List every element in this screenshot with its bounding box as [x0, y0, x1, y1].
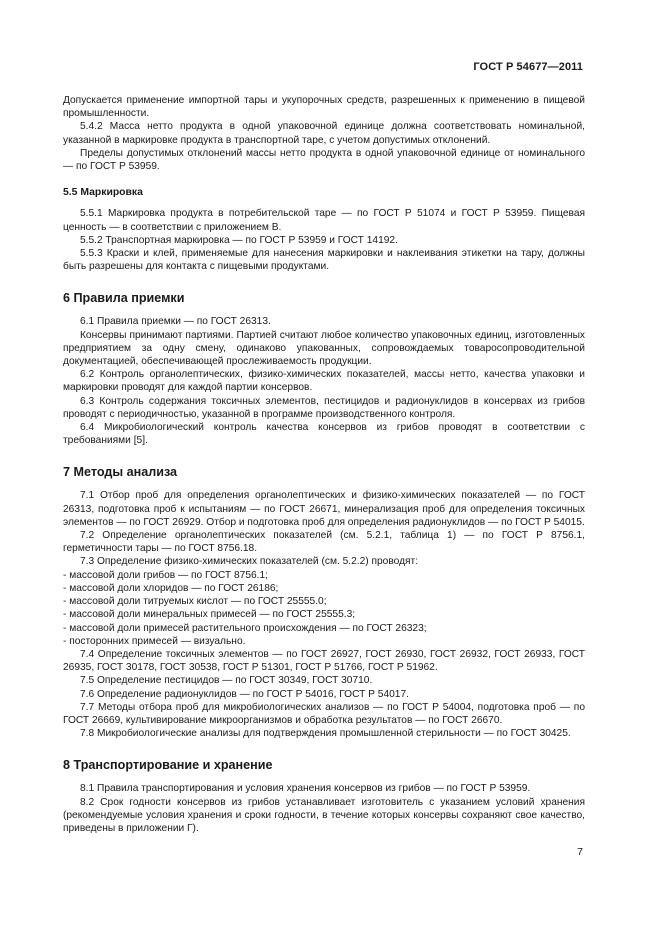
subsection-heading: 5.5 Маркировка [63, 187, 143, 199]
paragraph: - массовой доли примесей растительного происхождения — по ГОСТ 26323; [63, 622, 427, 634]
paragraph: 8.1 Правила транспортирования и условия хранения консервов из грибов — по ГОСТ Р 53959. [80, 783, 531, 795]
paragraph: 7.2 Определение органолептических показателей (см. 5.2.1, таблица 1) — по ГОСТ Р 8756.1, герметичности тары — по ГОСТ 8756.18. [63, 530, 585, 555]
paragraph: Пределы допустимых отклонений массы нетто продукта в одной упаковочной единице от номинального — по ГОСТ Р 53959. [63, 147, 585, 173]
paragraph: 7.3 Определение физико-химических показателей (см. 5.2.2) проводят: [80, 556, 419, 568]
paragraph: Допускается применение импортной тары и укупорочных средств, разрешенных к применению в пищевой промышленности. [63, 95, 585, 120]
paragraph: 7.6 Определение радионуклидов — по ГОСТ Р 54016, ГОСТ Р 54017. [80, 688, 409, 700]
paragraph: 7.4 Определение токсичных элементов — по ГОСТ 26927, ГОСТ 26930, ГОСТ 26932, ГОСТ 26933, ГОСТ 26935, ГОСТ 30178, ГОСТ 30538, ГОСТ Р 51301, ГОСТ Р 51766, ГОСТ Р 51962. [63, 648, 585, 674]
paragraph: - массовой доли хлоридов — по ГОСТ 26186; [63, 582, 279, 594]
paragraph: 7.8 Микробиологические анализы для подтверждения промышленной стерильности — по ГОСТ 30425. [80, 728, 571, 740]
page-number: 7 [577, 846, 583, 858]
paragraph: Консервы принимают партиями. Партией считают любое количество упаковочных единиц, изготовленных предприятием за одну смену, одинаково упакованных, сопровождаемых товаросопроводительной документацией, обеспечивающей прослеживаемость продукции. [63, 329, 585, 368]
paragraph: - посторонних примесей — визуально. [63, 635, 246, 647]
section-heading: 8 Транспортирование и хранение [63, 758, 273, 773]
paragraph: 5.5.1 Маркировка продукта в потребительской таре — по ГОСТ Р 51074 и ГОСТ Р 53959. Пищевая ценность — в соответствии с приложением В. [63, 208, 585, 233]
paragraph: - массовой доли грибов — по ГОСТ 8756.1; [63, 569, 268, 581]
paragraph: - массовой доли минеральных примесей — по ГОСТ 25555.3; [63, 609, 356, 621]
paragraph: 7.1 Отбор проб для определения органолептических и физико-химических показателей — по ГОСТ 26313, подготовка проб к испытаниям — по ГОСТ 26671, минерализация проб для определения токсичных элементов — по ГОСТ 26929. Отбор и подготовка проб для определения радионуклидов — по ГОСТ Р 54015. [63, 490, 585, 528]
paragraph: 6.1 Правила приемки — по ГОСТ 26313. [80, 316, 271, 328]
paragraph: 5.4.2 Масса нетто продукта в одной упаковочной единице должна соответствовать номинальной, указанной в маркировке продукта в транспортной таре, с учетом допустимых отклонений. [63, 121, 585, 146]
document-body [63, 94, 585, 835]
paragraph: 6.4 Микробиологический контроль качества консервов из грибов проводят в соответствии с требованиями [5]. [63, 422, 585, 447]
paragraph: 6.2 Контроль органолептических, физико-химических показателей, массы нетто, качества упаковки и маркировки проводят для каждой партии консервов. [63, 369, 585, 394]
paragraph: 7.5 Определение пестицидов — по ГОСТ 30349, ГОСТ 30710. [80, 675, 373, 687]
section-heading: 6 Правила приемки [63, 291, 185, 306]
paragraph: 5.5.2 Транспортная маркировка — по ГОСТ Р 53959 и ГОСТ 14192. [80, 234, 398, 246]
section-heading: 7 Методы анализа [63, 465, 178, 480]
paragraph: 8.2 Срок годности консервов из грибов устанавливает изготовитель с указанием условий хранения (рекомендуемые условия хранения и сроки годности, в течение которых консервы сохраняют свое качество, приведены в приложении Г). [63, 796, 585, 834]
paragraph: 6.3 Контроль содержания токсичных элементов, пестицидов и радионуклидов в консервах из грибов проводят с периодичностью, указанной в программе производственного контроля. [63, 395, 585, 420]
paragraph: 7.7 Методы отбора проб для микробиологических анализов — по ГОСТ Р 54004, подготовка проб — по ГОСТ 26669, культивирование микроорганизмов и обработка результатов — по ГОСТ 26670. [63, 701, 585, 726]
paragraph: - массовой доли титруемых кислот — по ГОСТ 25555.0; [63, 596, 327, 608]
document-id-header: ГОСТ Р 54677—2011 [473, 61, 583, 73]
paragraph: 5.5.3 Краски и клей, применяемые для нанесения маркировки и наклеивания этикетки на тару, должны быть разрешены для контакта с пищевыми продуктами. [63, 248, 585, 273]
